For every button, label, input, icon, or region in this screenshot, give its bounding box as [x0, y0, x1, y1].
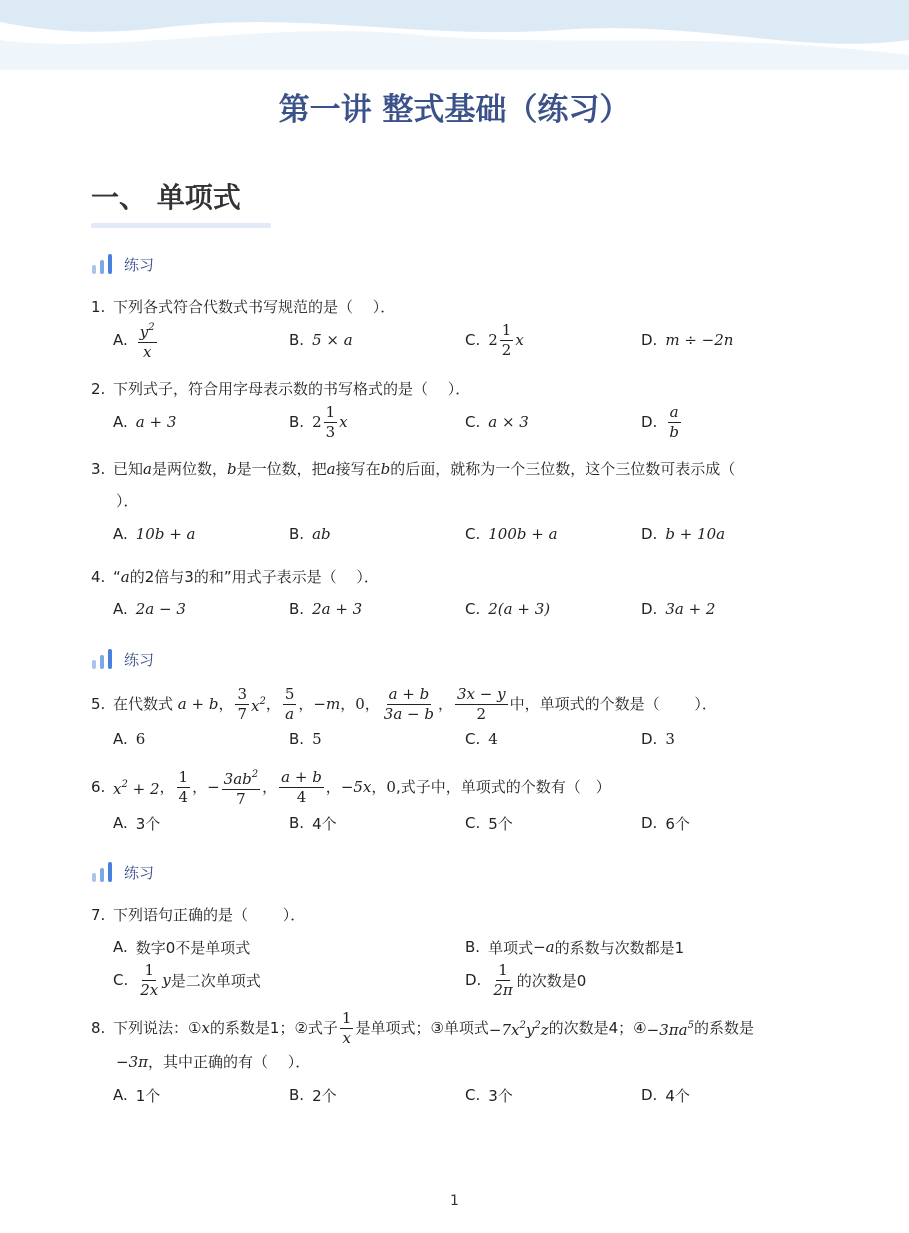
question-3: 3. 已知a是两位数，b是一位数，把a接写在b的后面，就称为一个三位数，这个三位数可表示成（	[91, 460, 736, 478]
section-heading: 一、 单项式	[91, 181, 241, 214]
bar-chart-icon	[92, 862, 114, 882]
option-1d: D. m ÷ −2n	[641, 331, 734, 349]
option-4b: B. 2a + 3	[289, 600, 363, 618]
option-8c: C. 3个	[465, 1086, 513, 1105]
page-number: 1	[450, 1193, 459, 1209]
question-2: 2. 下列式子，符合用字母表示数的书写格式的是（ ）．	[91, 380, 471, 398]
option-1b: B. 5 × a	[289, 331, 353, 349]
header-wave-decoration	[0, 0, 909, 70]
question-7: 7. 下列语句正确的是（ ）．	[91, 906, 306, 924]
option-2a: A. a + 3	[113, 413, 177, 431]
bar-chart-icon	[92, 649, 114, 669]
practice-label: 练习	[92, 252, 154, 274]
question-5: 5. 在代数式 a + b ， $\frac{3}{7}$ $x^2$ ， $\frac{5}{a}$ ， −m ， 0 ， $\frac{a + b}{3a - b}$ ， $\frac{3x - y}{2}$ 中，单项式的个数是（ ）．	[91, 684, 717, 723]
option-5b: B. 5	[289, 730, 322, 748]
option-6c: C. 5个	[465, 814, 513, 833]
practice-label: 练习	[92, 860, 154, 882]
option-5c: C. 4	[465, 730, 498, 748]
question-8-line2: −3π，其中正确的有（ ）．	[116, 1053, 311, 1071]
option-6b: B. 4个	[289, 814, 337, 833]
option-8a: A. 1个	[113, 1086, 161, 1105]
option-2d: D. $\frac{a}{b}$	[641, 402, 679, 441]
section-underline	[91, 223, 271, 228]
option-7a: A. 数字0不是单项式	[113, 938, 251, 957]
question-4: 4. “a的2倍与3的和”用式子表示是（ ）．	[91, 568, 379, 586]
bar-chart-icon	[92, 254, 114, 274]
option-7d: D. $\frac{1}{2\pi}$ 的次数是0	[465, 960, 587, 999]
question-8: 8. 下列说法：① x 的系数是1；②式子 $\frac{1}{x}$ 是单项式；③单项式 $-7x^2y^2z$ 的次数是4；④ $-3\pi a^5$ 的系数是	[91, 1008, 754, 1047]
option-4d: D. 3a + 2	[641, 600, 716, 618]
page-title: 第一讲 整式基础（练习）	[278, 92, 631, 128]
question-3-line2: ）．	[116, 492, 139, 510]
practice-label: 练习	[92, 647, 154, 669]
option-2c: C. a × 3	[465, 413, 529, 431]
option-2b: B. 2 $\frac{1}{3}$ x	[289, 402, 348, 441]
option-6d: D. 6个	[641, 814, 690, 833]
option-8d: D. 4个	[641, 1086, 690, 1105]
option-1a: A. $\frac{y^2}{x}$	[113, 320, 159, 360]
option-3c: C. 100b + a	[465, 525, 558, 543]
option-3a: A. 10b + a	[113, 525, 196, 543]
option-3d: D. b + 10a	[641, 525, 726, 543]
option-1c: C. 2 $\frac{1}{2}$ x	[465, 320, 524, 359]
option-4a: A. 2a − 3	[113, 600, 186, 618]
option-7b: B. 单项式 −a 的系数与次数都是1	[465, 938, 685, 957]
option-8b: B. 2个	[289, 1086, 337, 1105]
option-7c: C. $\frac{1}{2x}$ y 是二次单项式	[113, 960, 261, 999]
question-1: 1. 下列各式符合代数式书写规范的是（ ）．	[91, 298, 396, 316]
option-6a: A. 3个	[113, 814, 161, 833]
option-3b: B. ab	[289, 525, 331, 543]
question-6: 6. $x^2 + 2$ ， $\frac{1}{4}$ ， − $\frac{3ab^2}{7}$ ， $\frac{a + b}{4}$ ， −5x ， 0 ,式子中，单项式的个数有（ ）	[91, 767, 611, 808]
option-5a: A. 6	[113, 730, 146, 748]
option-4c: C. 2(a + 3)	[465, 600, 551, 618]
option-5d: D. 3	[641, 730, 675, 748]
